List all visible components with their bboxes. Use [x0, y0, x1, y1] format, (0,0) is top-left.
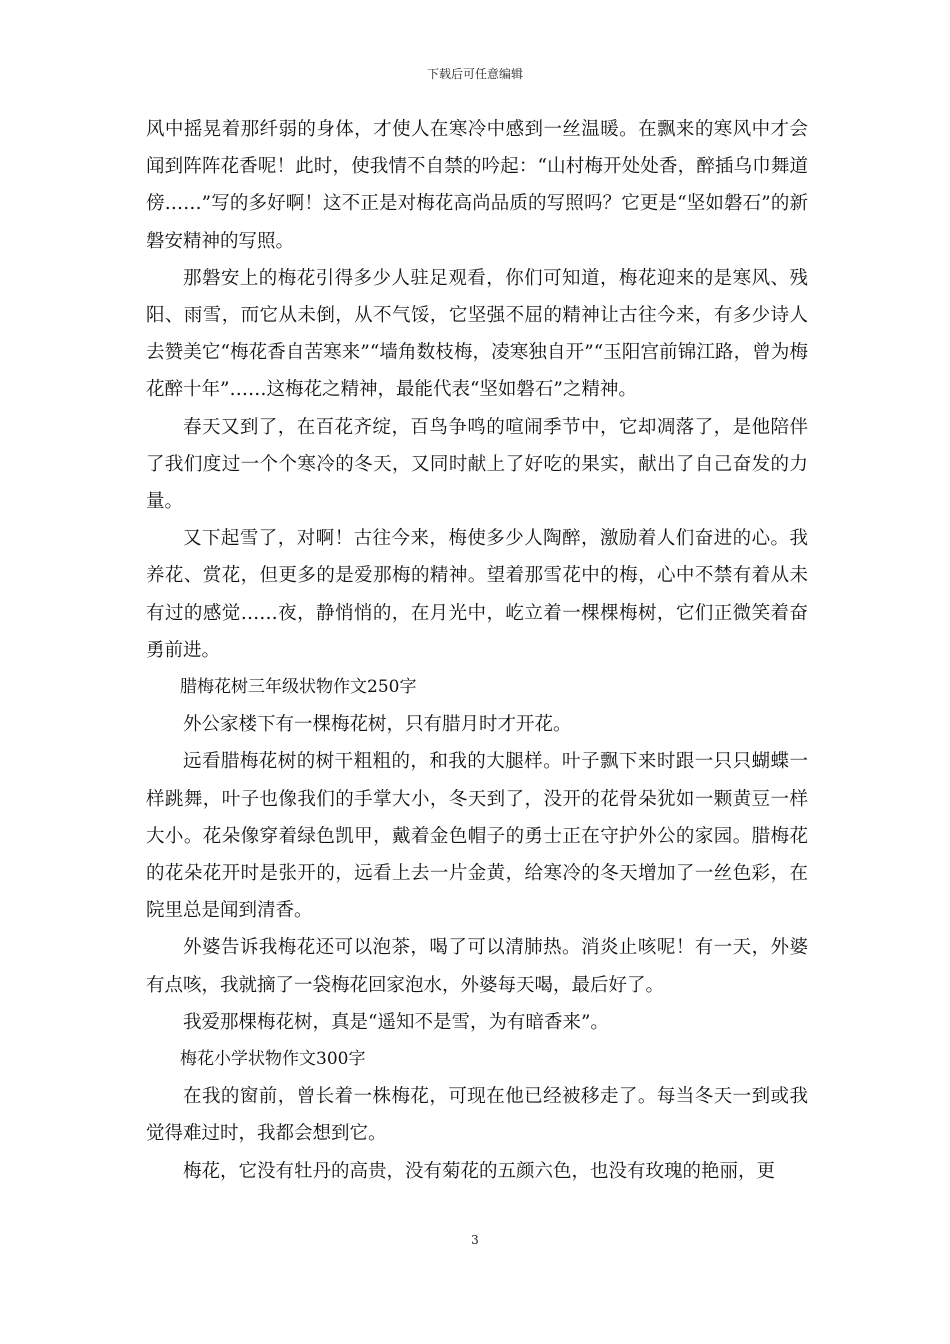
document-body — [146, 111, 808, 1190]
page-number: 3 — [471, 1233, 479, 1247]
paragraph: 我爱那棵梅花树，真是“遥知不是雪，为有暗香来”。 — [183, 1011, 609, 1033]
paragraph: 风中摇晃着那纤弱的身体，才使人在寒冷中感到一丝温暖。在飘来的寒风中才会闻到阵阵花香呢！此时，使我情不自禁的吟起：“山村梅开处处香，醉插乌巾舞道傍……”写的多好啊！这不正是对梅花高尚品质的写照吗？它更是“坚如磐石”的新磐安精神的写照。 — [146, 119, 808, 252]
paragraph: 又下起雪了，对啊！古往今来，梅使多少人陶醉，激励着人们奋进的心。我养花、赏花，但更多的是爱那梅的精神。望着那雪花中的梅，心中不禁有着从未有过的感觉……夜，静悄悄的，在月光中，屹立着一棵棵梅树，它们正微笑着奋勇前进。 — [146, 528, 808, 661]
paragraph: 外婆告诉我梅花还可以泡茶，喝了可以清肺热。消炎止咳呢！有一天，外婆有点咳，我就摘了一袋梅花回家泡水，外婆每天喝，最后好了。 — [146, 937, 808, 996]
paragraph: 外公家楼下有一棵梅花树，只有腊月时才开花。 — [183, 714, 572, 736]
section-heading: 梅花小学状物作文300字 — [180, 1049, 366, 1070]
paragraph: 那磐安上的梅花引得多少人驻足观看，你们可知道，梅花迎来的是寒风、残阳、雨雪，而它从未倒，从不气馁，它坚强不屈的精神让古往今来，有多少诗人去赞美它“梅花香自苦寒来”“墙角数枝梅，凌寒独自开”“玉阳宫前锦江路，曾为梅花醉十年”……这梅花之精神，最能代表“坚如磐石”之精神。 — [146, 267, 808, 401]
paragraph: 梅花，它没有牡丹的高贵，没有菊花的五颜六色，也没有玫瑰的艳丽，更 — [183, 1160, 776, 1182]
section-heading: 腊梅花树三年级状物作文250字 — [180, 677, 417, 698]
page-header: 下载后可任意编辑 — [426, 67, 523, 81]
paragraph: 在我的窗前，曾长着一株梅花，可现在他已经被移走了。每当冬天一到或我觉得难过时，我都会想到它。 — [146, 1086, 808, 1145]
paragraph: 远看腊梅花树的树干粗粗的，和我的大腿样。叶子飘下来时跟一只只蝴蝶一样跳舞，叶子也像我们的手掌大小，冬天到了，没开的花骨朵犹如一颗黄豆一样大小。花朵像穿着绿色凯甲，戴着金色帽子的勇士正在守护外公的家园。腊梅花的花朵花开时是张开的，远看上去一片金黄，给寒冷的冬天增加了一丝色彩，在院里总是闻到清香。 — [146, 751, 808, 922]
paragraph: 春天又到了，在百花齐绽，百鸟争鸣的喧闹季节中，它却凋落了，是他陪伴了我们度过一个个寒冷的冬天，又同时献上了好吃的果实，献出了自己奋发的力量。 — [146, 416, 808, 513]
